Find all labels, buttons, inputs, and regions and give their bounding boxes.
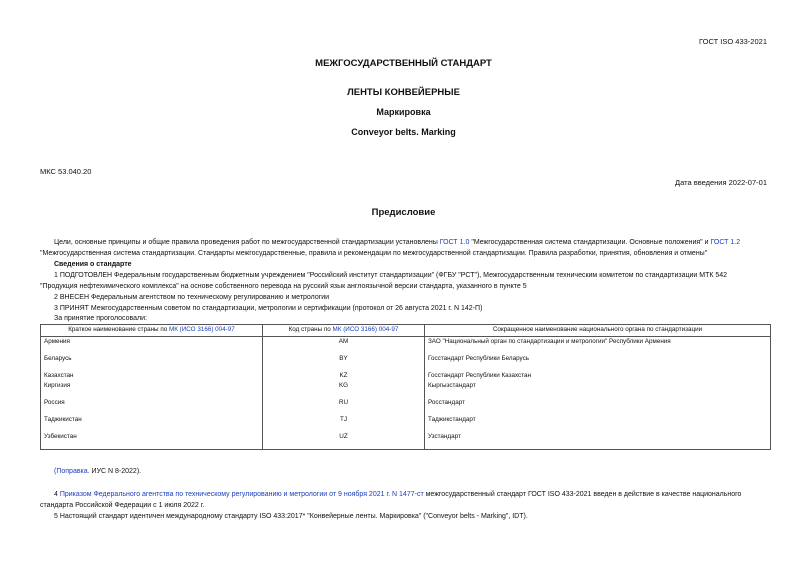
table-row [41, 381, 771, 398]
body-cell: Таджикстандарт [425, 415, 771, 432]
item5: 5 Настоящий стандарт идентичен международному стандарту ISO 433:2017* "Конвейерные ленты. Маркировка" ("Conveyor belts - Marking", IDT). [54, 513, 528, 520]
item2: 2 ВНЕСЕН Федеральным агентством по техническому регулированию и метрологии [54, 294, 330, 301]
country-cell: Россия [41, 398, 263, 415]
country-cell: Казахстан [41, 371, 263, 381]
body-cell: Кыргызстандарт [425, 381, 771, 398]
document-english-title: Conveyor belts. Marking [351, 127, 456, 137]
mks-code: МКС 53.040.20 [40, 167, 92, 176]
document-code: ГОСТ ISO 433-2021 [698, 37, 767, 46]
gost-1-2-link[interactable]: ГОСТ 1.2 [710, 239, 741, 246]
order-link[interactable]: Приказом Федерального агентства по техническому регулированию и метрологии от 9 ноября 2021 г. N 1477-ст [59, 491, 424, 498]
code-cell: UZ [263, 432, 425, 450]
table-row [41, 337, 771, 355]
goals-text-b: "Межгосударственная система стандартизации. Основные положения" и [469, 239, 711, 246]
country-cell: Узбекистан [41, 432, 263, 450]
table-row [41, 415, 771, 432]
body-cell: ЗАО "Национальный орган по стандартизации и метрологии" Республики Армения [425, 337, 771, 355]
code-cell: KZ [263, 371, 425, 381]
body-cell: Госстандарт Республики Беларусь [425, 354, 771, 371]
table-row [41, 432, 771, 450]
document-title: ЛЕНТЫ КОНВЕЙЕРНЫЕ [347, 87, 460, 98]
introduction-date: Дата введения 2022-07-01 [675, 178, 767, 187]
table-row [41, 354, 771, 371]
item3: 3 ПРИНЯТ Межгосударственным советом по стандартизации, метрологии и сертификации (протокол от 26 августа 2021 г. N 142-П) [54, 305, 483, 312]
standard-info-heading: Сведения о стандарте [54, 261, 132, 268]
item1-line1: 1 ПОДГОТОВЛЕН Федеральным государственным бюджетным учреждением "Российский институт стандартизации" (ФГБУ "РСТ"), Межгосударственным техническим комитетом по стандартизации МТК 542 [54, 272, 728, 279]
code-cell: RU [263, 398, 425, 415]
item1-line2: "Продукция нефтехимического комплекса" на основе собственного перевода на русский язык англоязычной версии стандарта, указанного в пункте 5 [40, 283, 527, 290]
body-cell: Госстандарт Республики Казахстан [425, 371, 771, 381]
goals-paragraph-line1 [40, 237, 770, 248]
item4-line2: стандарта Российской Федерации с 1 июля 2022 г. [40, 502, 205, 509]
country-cell: Киргизия [41, 381, 263, 398]
amendment-text: ИУС N 8-2022). [89, 468, 142, 475]
code-cell: AM [263, 337, 425, 355]
document-subtitle: Маркировка [376, 107, 431, 117]
standard-heading: МЕЖГОСУДАРСТВЕННЫЙ СТАНДАРТ [315, 58, 492, 69]
country-cell: Армения [41, 337, 263, 355]
item4-number: 4 [54, 491, 60, 498]
code-cell: TJ [263, 415, 425, 432]
header-code: Код страны по МК (ИСО 3166) 004-97 [263, 325, 425, 337]
mk-iso-link[interactable]: МК (ИСО 3166) 004-97 [168, 326, 235, 333]
goals-text-a: Цели, основные принципы и общие правила проведения работ по межгосударственной стандартизации установлены [54, 239, 440, 246]
table-header-row [41, 325, 771, 337]
code-cell: BY [263, 354, 425, 371]
country-cell: Таджикистан [41, 415, 263, 432]
item4-text: межгосударственный стандарт ГОСТ ISO 433-2021 введен в действие в качестве национального [423, 491, 742, 498]
preface-heading: Предисловие [371, 207, 436, 218]
voting-countries-table [40, 324, 771, 450]
header-body: Сокращенное наименование национального органа по стандартизации [425, 325, 771, 337]
header-country: Краткое наименование страны по МК (ИСО 3166) 004-97 [41, 325, 263, 337]
voted-label: За принятие проголосовали: [54, 315, 147, 322]
code-cell: KG [263, 381, 425, 398]
mk-iso-link[interactable]: МК (ИСО 3166) 004-97 [332, 326, 399, 333]
table-row [41, 398, 771, 415]
gost-1-0-link[interactable]: ГОСТ 1.0 [439, 239, 470, 246]
goals-paragraph-line2: "Межгосударственная система стандартизации. Стандарты межгосударственные, правила и рекомендации по межгосударственной стандартизации. Правила разработки, принятия, обновления и отмены" [40, 250, 708, 257]
amendment-link[interactable]: (Поправка. [54, 468, 90, 475]
amendment-note [40, 466, 770, 477]
table-row [41, 371, 771, 381]
body-cell: Росстандарт [425, 398, 771, 415]
country-cell: Беларусь [41, 354, 263, 371]
body-cell: Узстандарт [425, 432, 771, 450]
item4-line1 [40, 489, 770, 500]
